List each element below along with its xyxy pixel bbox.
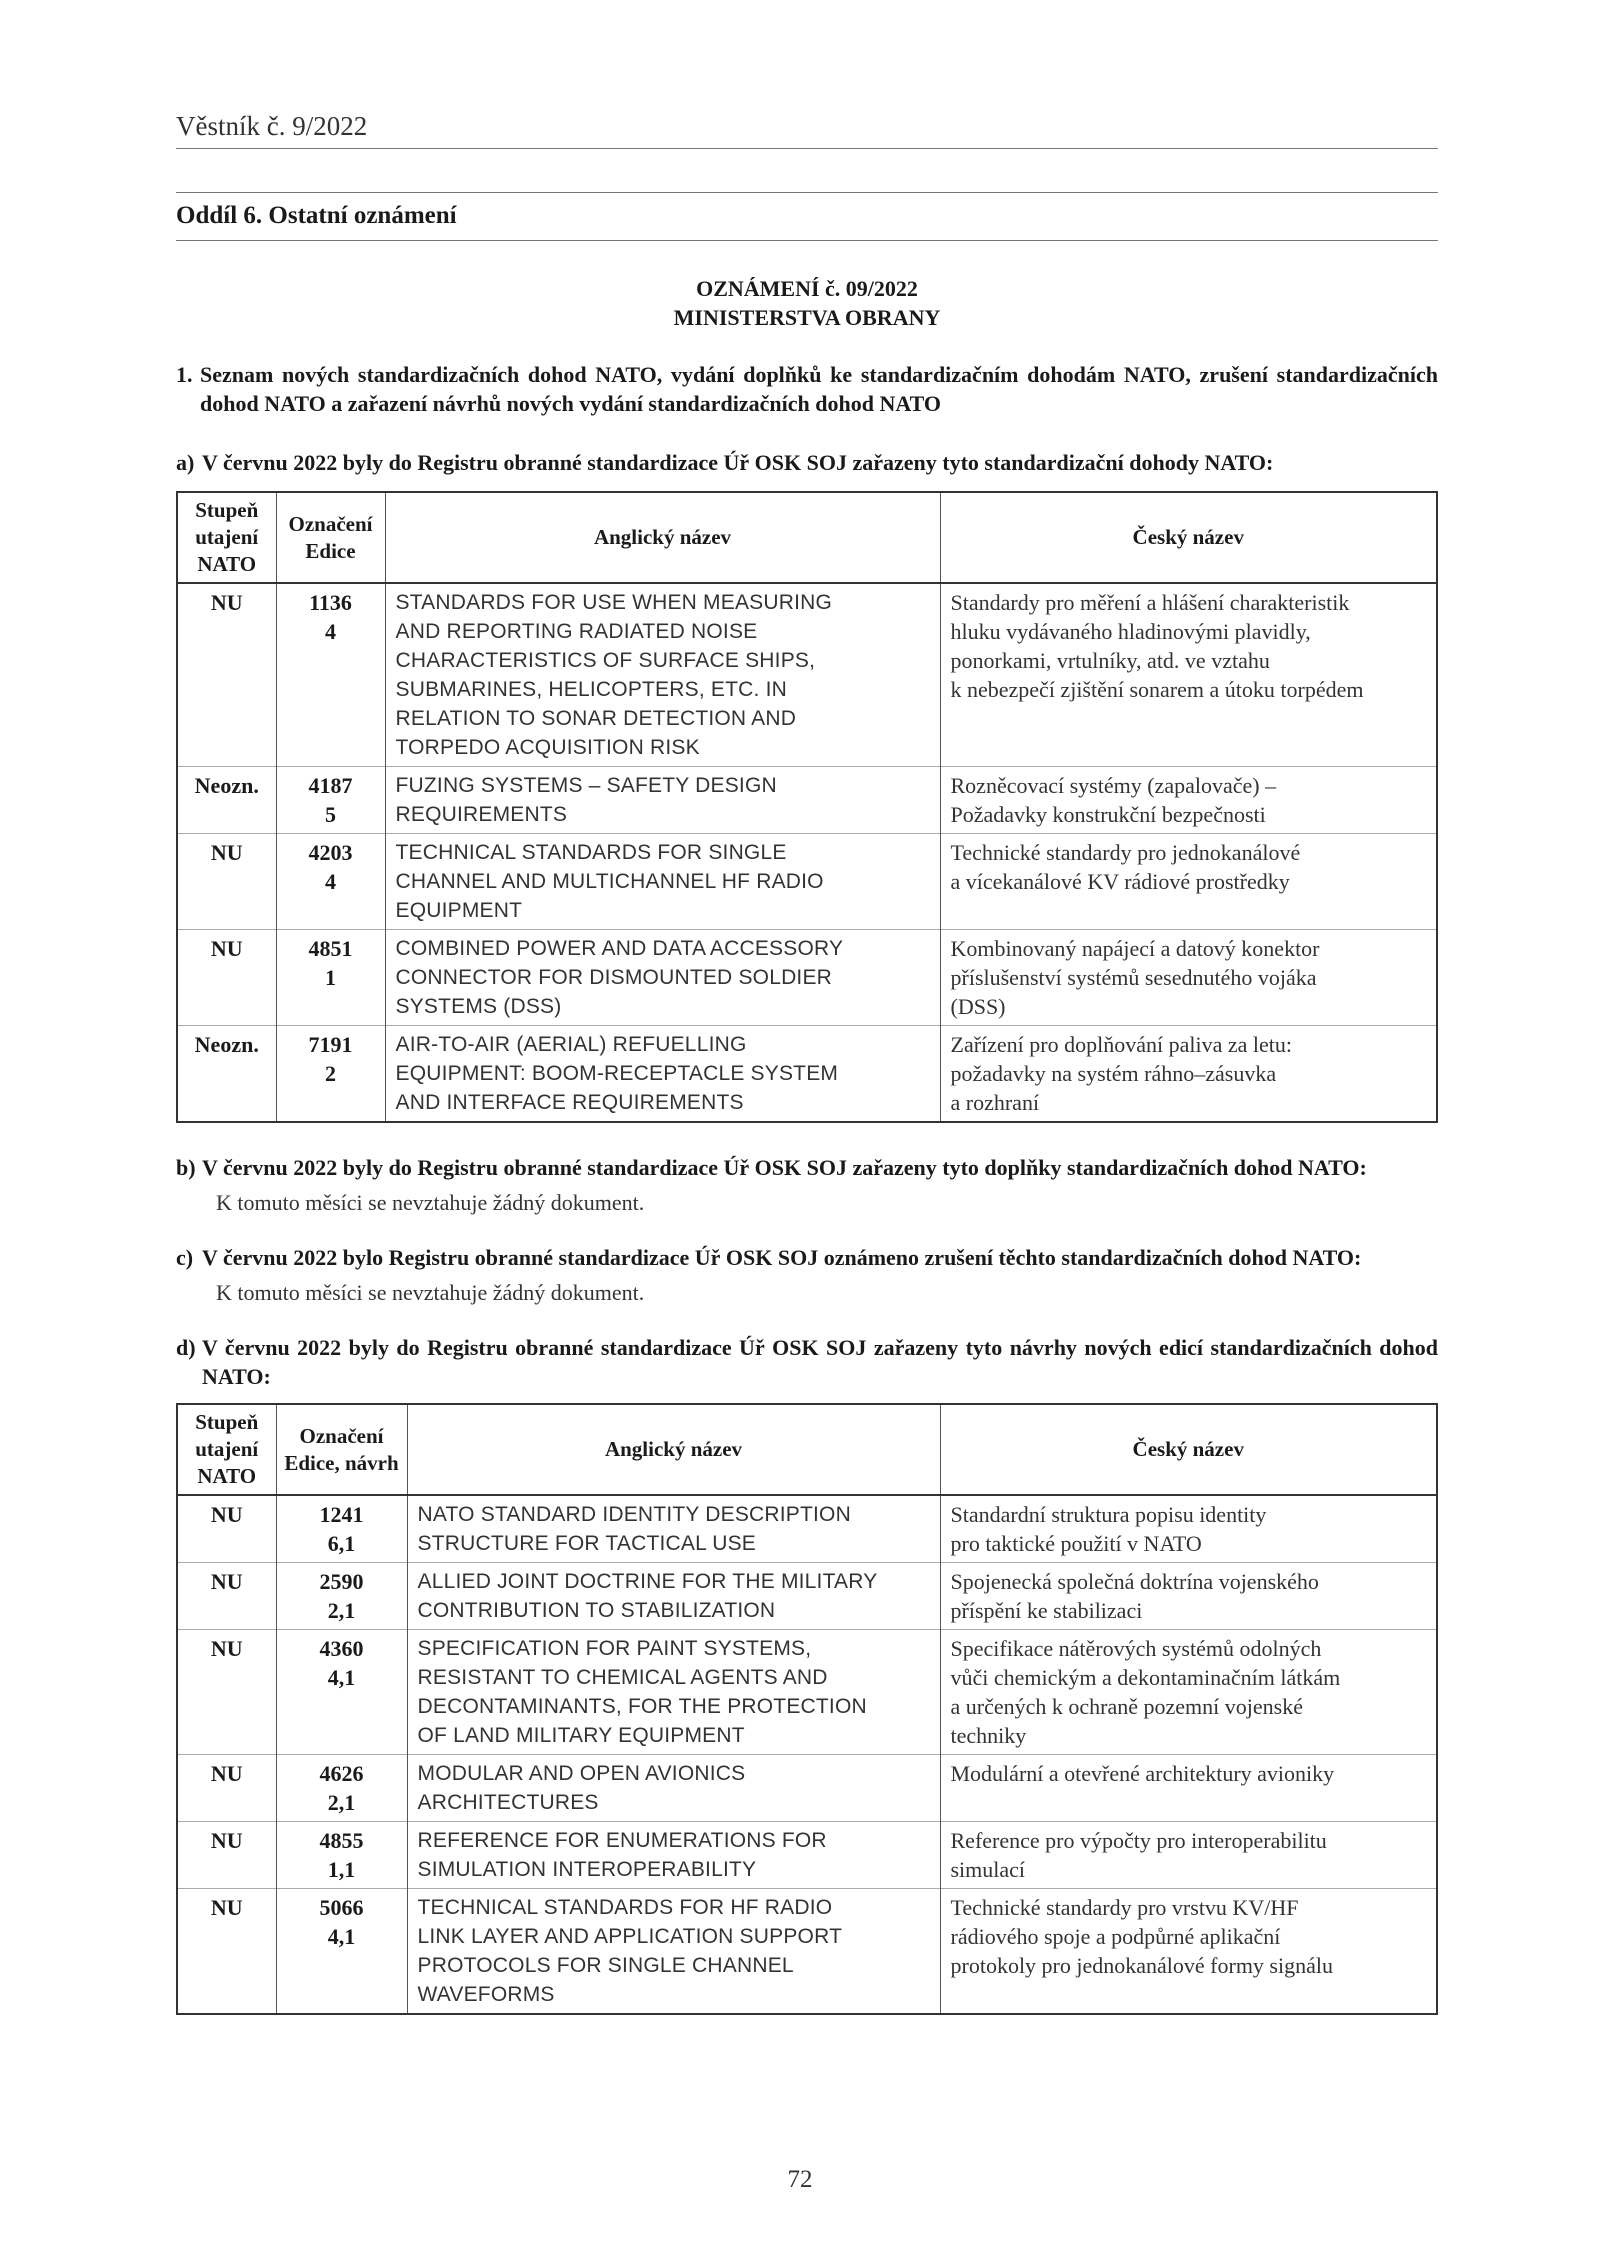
english-title-line: AND INTERFACE REQUIREMENTS: [395, 1091, 744, 1114]
cell-designation: [276, 930, 385, 1026]
designation-edition: 2,1: [327, 1598, 356, 1623]
czech-title-line: Rozněcovací systémy (zapalovače) –: [950, 773, 1277, 798]
designation-number: 1136: [309, 590, 352, 615]
cell-designation: [276, 834, 385, 930]
english-title-line: NATO STANDARD IDENTITY DESCRIPTION: [417, 1503, 851, 1526]
designation-number: 4203: [308, 840, 353, 865]
cell-czech-title: [940, 1630, 1437, 1755]
czech-title-line: Specifikace nátěrových systémů odolných: [950, 1636, 1322, 1661]
cell-czech-title: [940, 1755, 1437, 1822]
cell-designation: [276, 767, 385, 834]
cell-classification: NU: [177, 1755, 276, 1822]
cell-czech-title: [940, 1822, 1437, 1889]
page-number: 72: [787, 2166, 813, 2193]
announcement-title-line-1: OZNÁMENÍ č. 09/2022: [696, 276, 918, 301]
designation-number: 4626: [319, 1761, 364, 1786]
czech-title-line: Spojenecká společná doktrína vojenského: [950, 1569, 1319, 1594]
cell-designation: [276, 1495, 407, 1563]
english-title-line: REQUIREMENTS: [395, 803, 568, 826]
part-b-note: K tomuto měsíci se nevztahuje žádný dokument.: [216, 1190, 645, 1215]
part-a-heading: [176, 448, 1438, 477]
czech-title-line: rádiového spoje a podpůrné aplikační: [950, 1924, 1281, 1949]
cell-czech-title: [940, 1889, 1437, 2015]
cell-designation: [276, 1889, 407, 2015]
column-header-classification: Stupeň utajení NATO: [177, 492, 276, 583]
part-a-text: V červnu 2022 byly do Registru obranné standardizace Úř OSK SOJ zařazeny tyto standardizační dohody NATO:: [202, 450, 1274, 475]
cell-english-title: [407, 1495, 940, 1563]
english-title-line: SIMULATION INTEROPERABILITY: [417, 1858, 757, 1881]
section-title: Oddíl 6. Ostatní oznámení: [176, 192, 1438, 241]
english-title-line: TECHNICAL STANDARDS FOR SINGLE: [395, 841, 787, 864]
designation-edition: 2: [325, 1061, 336, 1086]
czech-title-line: simulací: [950, 1857, 1026, 1882]
czech-title-line: příspění ke stabilizaci: [950, 1598, 1143, 1623]
column-header-designation: Označení Edice: [276, 492, 385, 583]
cell-designation: [276, 1755, 407, 1822]
item-1-text: Seznam nových standardizačních dohod NATO, vydání doplňků ke standardizačním dohodám NATO, zrušení standardizačních dohod NATO a zařazení návrhů nových vydání standardizačních dohod NATO: [200, 362, 1438, 416]
designation-number: 5066: [319, 1895, 364, 1920]
part-a-label: a): [176, 450, 195, 475]
table-row: [177, 767, 1437, 834]
part-c-text: V červnu 2022 bylo Registru obranné standardizace Úř OSK SOJ oznámeno zrušení těchto standardizačních dohod NATO:: [202, 1245, 1362, 1270]
english-title-line: AND REPORTING RADIATED NOISE: [395, 620, 758, 643]
designation-edition: 4: [325, 869, 336, 894]
cell-classification: Neozn.: [177, 1026, 276, 1123]
czech-title-line: vůči chemickým a dekontaminačním látkám: [950, 1665, 1341, 1690]
cell-designation: [276, 1563, 407, 1630]
table-row: [177, 1889, 1437, 2015]
announcement-title: [176, 274, 1438, 332]
designation-number: 7191: [308, 1032, 353, 1057]
english-title-line: TECHNICAL STANDARDS FOR HF RADIO: [417, 1896, 833, 1919]
table-header-row: [177, 492, 1437, 583]
item-1-number: 1.: [176, 362, 193, 387]
table-row: [177, 1563, 1437, 1630]
english-title-line: ARCHITECTURES: [417, 1791, 599, 1814]
running-header: Věstník č. 9/2022: [176, 111, 1438, 149]
column-header-czech-title: Český název: [940, 1404, 1437, 1495]
column-header-english-title: Anglický název: [385, 492, 940, 583]
part-d-label: d): [176, 1335, 196, 1360]
designation-edition: 1,1: [327, 1857, 356, 1882]
czech-title-line: protokoly pro jednokanálové formy signálu: [950, 1953, 1333, 1978]
cell-english-title: [385, 834, 940, 930]
czech-title-line: a vícekanálové KV rádiové prostředky: [950, 869, 1290, 894]
english-title-line: REFERENCE FOR ENUMERATIONS FOR: [417, 1829, 827, 1852]
english-title-line: STRUCTURE FOR TACTICAL USE: [417, 1532, 757, 1555]
column-header-english-title: Anglický název: [407, 1404, 940, 1495]
designation-edition: 6,1: [327, 1531, 356, 1556]
english-title-line: CHARACTERISTICS OF SURFACE SHIPS,: [395, 649, 816, 672]
cell-czech-title: [940, 583, 1437, 767]
czech-title-line: Požadavky konstrukční bezpečnosti: [950, 802, 1266, 827]
designation-number: 1241: [319, 1502, 364, 1527]
czech-title-line: (DSS): [950, 994, 1006, 1019]
czech-title-line: Modulární a otevřené architektury avioniky: [950, 1761, 1335, 1786]
cell-english-title: [407, 1889, 940, 2015]
english-title-line: AIR-TO-AIR (AERIAL) REFUELLING: [395, 1033, 747, 1056]
english-title-line: TORPEDO ACQUISITION RISK: [395, 736, 700, 759]
czech-title-line: Standardy pro měření a hlášení charakteristik: [950, 590, 1350, 615]
table-row: [177, 583, 1437, 767]
part-b-heading: [176, 1153, 1438, 1182]
part-c-note: K tomuto měsíci se nevztahuje žádný dokument.: [216, 1280, 645, 1305]
czech-title-line: požadavky na systém ráhno–zásuvka: [950, 1061, 1277, 1086]
cell-english-title: [407, 1563, 940, 1630]
czech-title-line: ponorkami, vrtulníky, atd. ve vztahu: [950, 648, 1270, 673]
cell-czech-title: [940, 767, 1437, 834]
designation-number: 2590: [319, 1569, 364, 1594]
cell-czech-title: [940, 1026, 1437, 1123]
english-title-line: OF LAND MILITARY EQUIPMENT: [417, 1724, 745, 1747]
english-title-line: CONTRIBUTION TO STABILIZATION: [417, 1599, 776, 1622]
cell-classification: NU: [177, 1495, 276, 1563]
table-row: [177, 1755, 1437, 1822]
cell-czech-title: [940, 930, 1437, 1026]
column-header-designation: Označení Edice, návrh: [276, 1404, 407, 1495]
cell-english-title: [407, 1755, 940, 1822]
czech-title-line: Kombinovaný napájecí a datový konektor: [950, 936, 1320, 961]
english-title-line: STANDARDS FOR USE WHEN MEASURING: [395, 591, 833, 614]
document-page: [176, 0, 1438, 2015]
czech-title-line: Technické standardy pro vrstvu KV/HF: [950, 1895, 1299, 1920]
czech-title-line: Zařízení pro doplňování paliva za letu:: [950, 1032, 1292, 1057]
english-title-line: FUZING SYSTEMS – SAFETY DESIGN: [395, 774, 777, 797]
table-row: [177, 1026, 1437, 1123]
cell-czech-title: [940, 1563, 1437, 1630]
czech-title-line: příslušenství systémů sesednutého vojáka: [950, 965, 1317, 990]
cell-classification: NU: [177, 583, 276, 767]
table-standardization-agreements: [176, 491, 1438, 1123]
english-title-line: EQUIPMENT: [395, 899, 523, 922]
cell-designation: [276, 1026, 385, 1123]
cell-english-title: [385, 767, 940, 834]
designation-edition: 4: [325, 619, 336, 644]
designation-edition: 4,1: [327, 1924, 356, 1949]
english-title-line: SPECIFICATION FOR PAINT SYSTEMS,: [417, 1637, 812, 1660]
czech-title-line: Technické standardy pro jednokanálové: [950, 840, 1301, 865]
table-row: [177, 1822, 1437, 1889]
table-row: [177, 930, 1437, 1026]
designation-number: 4855: [319, 1828, 364, 1853]
designation-edition: 4,1: [327, 1665, 356, 1690]
cell-classification: NU: [177, 1563, 276, 1630]
cell-classification: NU: [177, 834, 276, 930]
column-header-classification: Stupeň utajení NATO: [177, 1404, 276, 1495]
part-d-text: V červnu 2022 byly do Registru obranné standardizace Úř OSK SOJ zařazeny tyto návrhy nových edicí standardizačních dohod NATO:: [202, 1335, 1438, 1389]
announcement-title-line-2: MINISTERSTVA OBRANY: [673, 305, 941, 330]
english-title-line: WAVEFORMS: [417, 1983, 555, 2006]
table-body-a: [177, 583, 1437, 1122]
cell-english-title: [407, 1822, 940, 1889]
czech-title-line: k nebezpečí zjištění sonarem a útoku torpédem: [950, 677, 1364, 702]
english-title-line: PROTOCOLS FOR SINGLE CHANNEL: [417, 1954, 794, 1977]
cell-english-title: [385, 930, 940, 1026]
cell-english-title: [385, 583, 940, 767]
cell-classification: NU: [177, 930, 276, 1026]
cell-czech-title: [940, 1495, 1437, 1563]
cell-czech-title: [940, 834, 1437, 930]
english-title-line: MODULAR AND OPEN AVIONICS: [417, 1762, 746, 1785]
czech-title-line: Reference pro výpočty pro interoperabilitu: [950, 1828, 1327, 1853]
cell-classification: NU: [177, 1889, 276, 2015]
czech-title-line: a rozhraní: [950, 1090, 1040, 1115]
english-title-line: CHANNEL AND MULTICHANNEL HF RADIO: [395, 870, 824, 893]
english-title-line: CONNECTOR FOR DISMOUNTED SOLDIER: [395, 966, 833, 989]
english-title-line: DECONTAMINANTS, FOR THE PROTECTION: [417, 1695, 867, 1718]
designation-number: 4187: [308, 773, 353, 798]
english-title-line: SUBMARINES, HELICOPTERS, ETC. IN: [395, 678, 787, 701]
cell-designation: [276, 1822, 407, 1889]
cell-english-title: [407, 1630, 940, 1755]
cell-designation: [276, 583, 385, 767]
column-header-czech-title: Český název: [940, 492, 1437, 583]
czech-title-line: Standardní struktura popisu identity: [950, 1502, 1267, 1527]
table-row: [177, 1495, 1437, 1563]
czech-title-line: techniky: [950, 1723, 1027, 1748]
part-c-label: c): [176, 1245, 194, 1270]
designation-number: 4851: [308, 936, 353, 961]
part-c-heading: [176, 1243, 1438, 1272]
english-title-line: SYSTEMS (DSS): [395, 995, 562, 1018]
table-header-row: [177, 1404, 1437, 1495]
part-b-text: V červnu 2022 byly do Registru obranné standardizace Úř OSK SOJ zařazeny tyto doplňky standardizačních dohod NATO:: [202, 1155, 1367, 1180]
cell-classification: Neozn.: [177, 767, 276, 834]
cell-classification: NU: [177, 1630, 276, 1755]
cell-designation: [276, 1630, 407, 1755]
english-title-line: COMBINED POWER AND DATA ACCESSORY: [395, 937, 844, 960]
english-title-line: RESISTANT TO CHEMICAL AGENTS AND: [417, 1666, 828, 1689]
english-title-line: ALLIED JOINT DOCTRINE FOR THE MILITARY: [417, 1570, 878, 1593]
part-d-heading: [176, 1333, 1438, 1391]
table-row: [177, 834, 1437, 930]
table-row: [177, 1630, 1437, 1755]
english-title-line: LINK LAYER AND APPLICATION SUPPORT: [417, 1925, 843, 1948]
table-body-d: [177, 1495, 1437, 2014]
cell-classification: NU: [177, 1822, 276, 1889]
designation-edition: 2,1: [327, 1790, 356, 1815]
czech-title-line: a určených k ochraně pozemní vojenské: [950, 1694, 1303, 1719]
designation-edition: 1: [325, 965, 336, 990]
english-title-line: RELATION TO SONAR DETECTION AND: [395, 707, 797, 730]
czech-title-line: pro taktické použití v NATO: [950, 1531, 1202, 1556]
item-1: [176, 360, 1438, 418]
czech-title-line: hluku vydávaného hladinovými plavidly,: [950, 619, 1311, 644]
designation-edition: 5: [325, 802, 336, 827]
cell-english-title: [385, 1026, 940, 1123]
english-title-line: EQUIPMENT: BOOM-RECEPTACLE SYSTEM: [395, 1062, 839, 1085]
part-b-label: b): [176, 1155, 196, 1180]
designation-number: 4360: [319, 1636, 364, 1661]
table-draft-editions: [176, 1403, 1438, 2015]
